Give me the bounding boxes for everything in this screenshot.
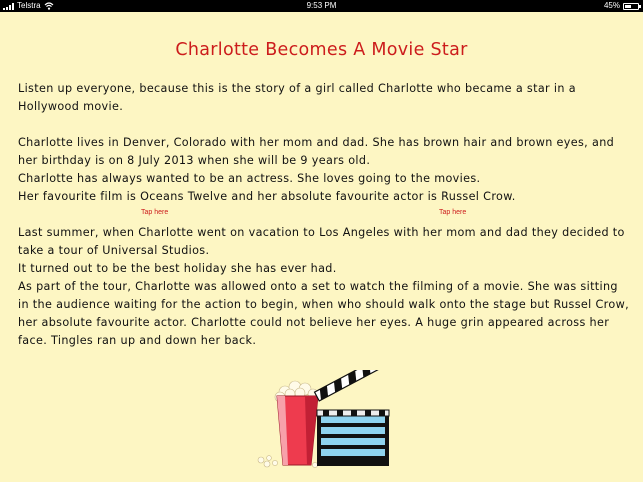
battery-icon xyxy=(623,3,639,10)
story-paragraph: Listen up everyone, because this is the story of a girl called Charlotte who became a star in a Hollywood movie. xyxy=(18,82,576,113)
popcorn-icon xyxy=(258,381,318,468)
story-paragraph: Charlotte lives in Denver, Colorado with her mom and dad. She has brown hair and brown eyes, and her birthday is on 8 July 2013 when she will be 9 years old. xyxy=(18,136,615,167)
story-paragraph: It turned out to be the best holiday she has ever had. xyxy=(18,262,337,275)
clapperboard-icon xyxy=(315,370,389,466)
story-paragraph: Last summer, when Charlotte went on vacation to Los Angeles with her mom and dad they decided to take a tour of Universal Studios. xyxy=(18,226,625,257)
status-bar xyxy=(0,0,643,12)
status-right xyxy=(604,0,639,12)
story-paragraph: Charlotte has always wanted to be an actress. She loves going to the movies. xyxy=(18,172,481,185)
status-time: 9:53 PM xyxy=(306,1,337,10)
movie-illustration xyxy=(255,370,395,470)
story-text xyxy=(18,80,630,350)
carrier-label: Telstra xyxy=(17,1,41,10)
story-paragraph: Her favourite film is Oceans Twelve and her absolute favourite actor is Russel Crow. xyxy=(18,190,516,203)
tap-here-film[interactable]: Tap here xyxy=(141,209,169,216)
page-title: Charlotte Becomes A Movie Star xyxy=(175,40,468,60)
story-paragraph: As part of the tour, Charlotte was allowed onto a set to watch the filming of a movie. She was sitting in the audience waiting for the action to begin, when who should walk onto the stage but Russel Crow, her absolute favourite actor. Charlotte could not believe her eyes. A huge grin appeared across her face. Tingles ran up and down her back. xyxy=(18,280,629,347)
battery-percent: 45% xyxy=(603,1,620,10)
tap-here-actor[interactable]: Tap here xyxy=(439,209,467,216)
